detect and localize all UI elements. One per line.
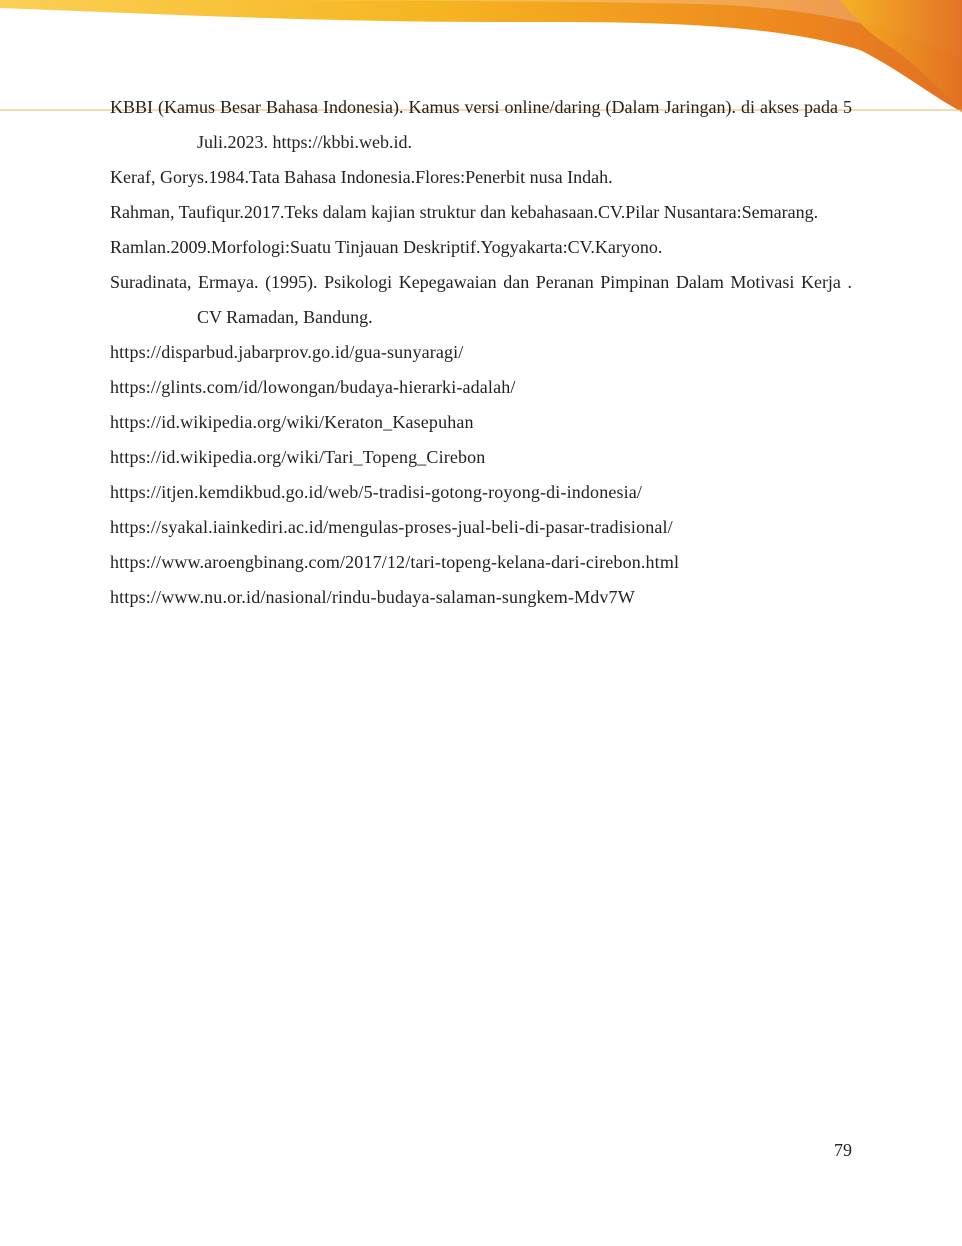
reference-url[interactable]: https://id.wikipedia.org/wiki/Keraton_Kasepuhan (110, 412, 474, 432)
reference-url[interactable]: https://glints.com/id/lowongan/budaya-hierarki-adalah/ (110, 377, 516, 397)
reference-url[interactable]: https://syakal.iainkediri.ac.id/mengulas-proses-jual-beli-di-pasar-tradisional/ (110, 517, 673, 537)
reference-url[interactable]: https://www.nu.or.id/nasional/rindu-budaya-salaman-sungkem-Mdv7W (110, 587, 635, 607)
bibliography-list (110, 90, 852, 615)
reference-entry: Rahman, Taufiqur.2017.Teks dalam kajian struktur dan kebahasaan.CV.Pilar Nusantara:Semarang. (110, 202, 819, 222)
reference-url[interactable]: https://www.aroengbinang.com/2017/12/tari-topeng-kelana-dari-cirebon.html (110, 552, 680, 572)
reference-entry: Suradinata, Ermaya. (1995). Psikologi Kepegawaian dan Peranan Pimpinan Dalam Motivasi Kerja . CV Ramadan, Bandung. (110, 272, 852, 327)
reference-entry: KBBI (Kamus Besar Bahasa Indonesia). Kamus versi online/daring (Dalam Jaringan). di akses pada 5 Juli.2023. https://kbbi.web.id. (110, 97, 852, 152)
reference-url[interactable]: https://disparbud.jabarprov.go.id/gua-sunyaragi/ (110, 342, 464, 362)
reference-entry: Ramlan.2009.Morfologi:Suatu Tinjauan Deskriptif.Yogyakarta:CV.Karyono. (110, 237, 663, 257)
reference-url[interactable]: https://id.wikipedia.org/wiki/Tari_Topeng_Cirebon (110, 447, 486, 467)
reference-entry: Keraf, Gorys.1984.Tata Bahasa Indonesia.Flores:Penerbit nusa Indah. (110, 167, 613, 187)
page-number: 79 (834, 1140, 852, 1160)
reference-url[interactable]: https://itjen.kemdikbud.go.id/web/5-tradisi-gotong-royong-di-indonesia/ (110, 482, 643, 502)
